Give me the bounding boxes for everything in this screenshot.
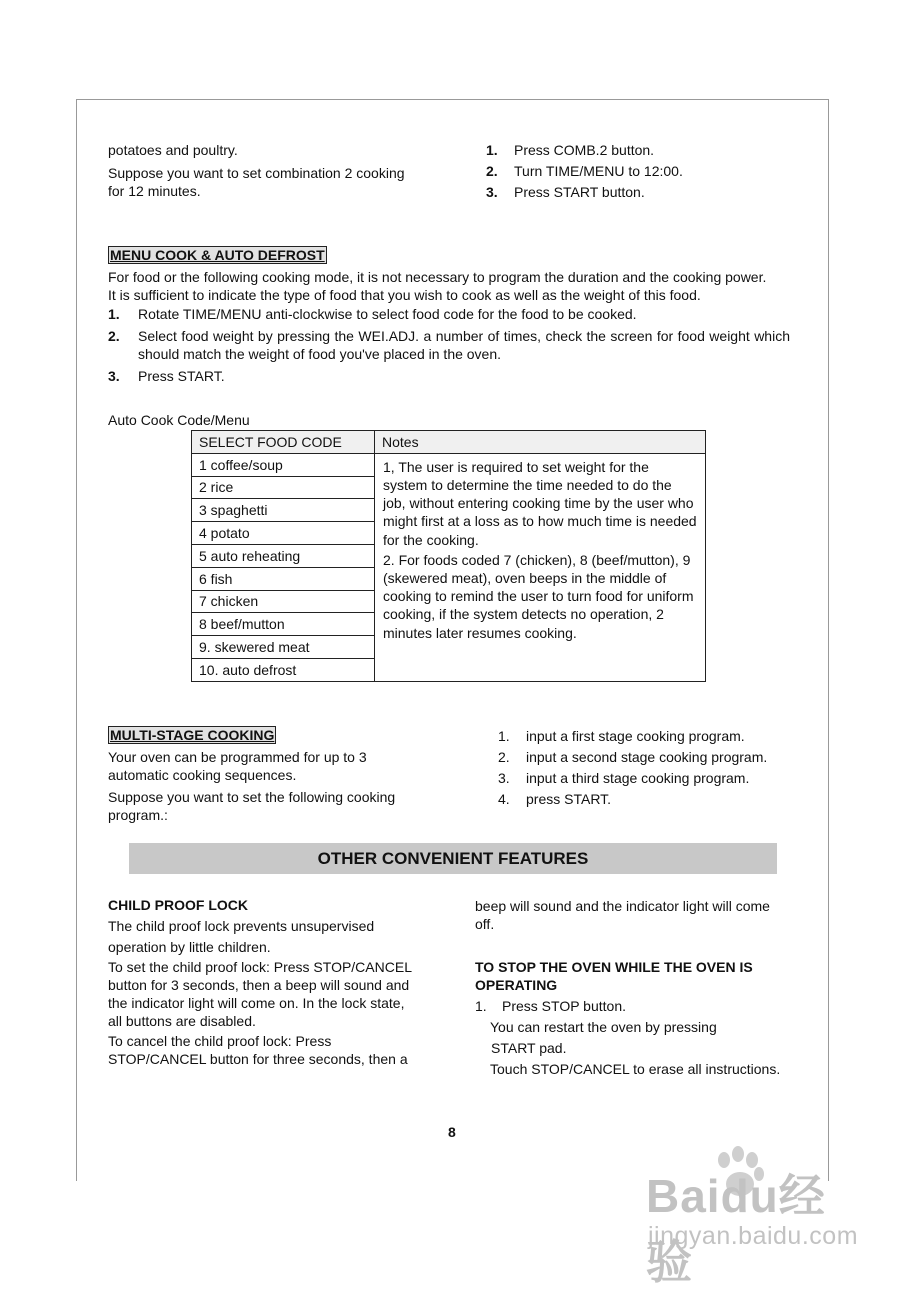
intro-line: It is sufficient to indicate the type of food that you wish to cook as well as the weight of this food. [108, 287, 701, 303]
child-lock-section [108, 896, 448, 1068]
intro-line: For food or the following cooking mode, it is not necessary to program the duration and the cooking power. [108, 269, 767, 285]
text-line: You can restart the oven by pressing [490, 1019, 717, 1035]
text-line: Suppose you want to set combination 2 cooking [108, 165, 405, 181]
food-code-cell: 7 chicken [192, 590, 375, 613]
text-line: To set the child proof lock: Press STOP/CANCEL [108, 959, 412, 975]
step-text: Press START button. [514, 184, 645, 200]
step-item [475, 997, 795, 1015]
text-line: To cancel the child proof lock: Press [108, 1033, 332, 1049]
step-number: 2. [108, 328, 120, 344]
step-text: Press START. [138, 368, 225, 384]
step-number: 1. [486, 142, 498, 158]
step-number: 1. [498, 728, 510, 744]
menu-cook-body [108, 268, 790, 385]
stop-oven-heading: OPERATING [475, 977, 558, 993]
step-text: Press STOP button. [502, 998, 626, 1014]
multi-stage-left [108, 748, 438, 824]
text-line: beep will sound and the indicator light will come [475, 898, 770, 914]
text-line: STOP/CANCEL button for three seconds, then a [108, 1051, 408, 1067]
food-code-cell: 8 beef/mutton [192, 613, 375, 636]
text-line: potatoes and poultry. [108, 142, 238, 158]
step-text: input a first stage cooking program. [526, 728, 745, 744]
step-number: 3. [486, 184, 498, 200]
step-text: Rotate TIME/MENU anti-clockwise to select food code for the food to be cooked. [138, 306, 637, 322]
text-line: Your oven can be programmed for up to 3 [108, 749, 367, 765]
child-lock-continued [475, 897, 795, 933]
watermark-logo: Baidu经验 [646, 1170, 826, 1288]
step-text: input a third stage cooking program. [526, 770, 750, 786]
baidu-watermark [640, 1160, 870, 1288]
text-line: operation by little children. [108, 938, 271, 955]
food-code-cell: 9. skewered meat [192, 636, 375, 659]
table-header-cell: Notes [375, 431, 706, 454]
food-code-cell: 6 fish [192, 567, 375, 590]
table-header-row [192, 431, 706, 454]
step-item [108, 367, 790, 385]
text-line: button for 3 seconds, then a beep will sound and [108, 977, 410, 993]
text-line: the indicator light will come on. In the lock state, [108, 995, 405, 1011]
notes-cell [375, 453, 706, 681]
step-text: Turn TIME/MENU to 12:00. [514, 163, 683, 179]
step-text: press START. [526, 791, 612, 807]
food-code-cell: 5 auto reheating [192, 544, 375, 567]
step-text: Select food weight by pressing the WEI.ADJ. a number of times, check the screen for food weight which should match the weight of food you've placed in the oven. [138, 328, 790, 362]
step-item [498, 748, 767, 769]
child-lock-heading: CHILD PROOF LOCK [108, 897, 248, 913]
text-line: Suppose you want to set the following cooking [108, 789, 396, 805]
text-line: off. [475, 916, 495, 932]
food-code-cell: 2 rice [192, 476, 375, 499]
step-text: input a second stage cooking program. [526, 749, 768, 765]
step-item [108, 305, 790, 323]
step-text: Press COMB.2 button. [514, 142, 655, 158]
food-code-table [191, 430, 706, 682]
note-paragraph: 2. For foods coded 7 (chicken), 8 (beef/mutton), 9 (skewered meat), oven beeps in the middle of cooking to remind the user to turn food for uniform cooking, if the system detects no operation, 2 minutes later resumes cooking. [383, 551, 694, 641]
note-paragraph: 1, The user is required to set weight for the system to determine the time needed to do the job, without entering cooking time by the user who might first at a loss as to how much time is needed for the cooking. [383, 458, 697, 548]
text-line: The child proof lock prevents unsupervised [108, 918, 375, 934]
text-line: START pad. [491, 1040, 567, 1056]
top-right-steps [486, 141, 683, 204]
text-line: automatic cooking sequences. [108, 767, 297, 783]
top-left-text [108, 141, 438, 200]
table-header-cell: SELECT FOOD CODE [192, 431, 375, 454]
text-line: program.: [108, 807, 168, 823]
step-item [486, 162, 683, 183]
food-code-cell: 1 coffee/soup [192, 453, 375, 476]
text-line: all buttons are disabled. [108, 1013, 256, 1029]
step-number: 1. [475, 998, 487, 1014]
watermark-url: jingyan.baidu.com [648, 1222, 859, 1250]
section-banner: OTHER CONVENIENT FEATURES [129, 843, 777, 874]
table-row [192, 453, 706, 476]
text-line: for 12 minutes. [108, 183, 201, 199]
step-item [498, 727, 767, 748]
child-lock-body [108, 916, 448, 957]
child-lock-body [108, 958, 448, 1068]
step-number: 1. [108, 306, 120, 322]
food-code-cell: 3 spaghetti [192, 499, 375, 522]
step-item [486, 141, 683, 162]
menu-cook-heading: MENU COOK & AUTO DEFROST [110, 247, 325, 263]
food-code-cell: 4 potato [192, 522, 375, 545]
step-number: 3. [108, 368, 120, 384]
step-number: 4. [498, 791, 510, 807]
step-number: 2. [498, 749, 510, 765]
text-line: Touch STOP/CANCEL to erase all instructions. [490, 1061, 781, 1077]
page-number: 8 [448, 1124, 456, 1140]
food-code-cell: 10. auto defrost [192, 658, 375, 681]
table-title: Auto Cook Code/Menu [108, 412, 250, 428]
step-number: 3. [498, 770, 510, 786]
multi-stage-heading: MULTI-STAGE COOKING [110, 727, 275, 743]
stop-oven-section [475, 958, 795, 1078]
step-item [498, 769, 767, 790]
step-item [486, 183, 683, 204]
stop-oven-heading: TO STOP THE OVEN WHILE THE OVEN IS [475, 959, 753, 975]
multi-stage-steps [498, 727, 767, 811]
step-number: 2. [486, 163, 498, 179]
step-item [108, 327, 790, 363]
step-item [498, 790, 767, 811]
